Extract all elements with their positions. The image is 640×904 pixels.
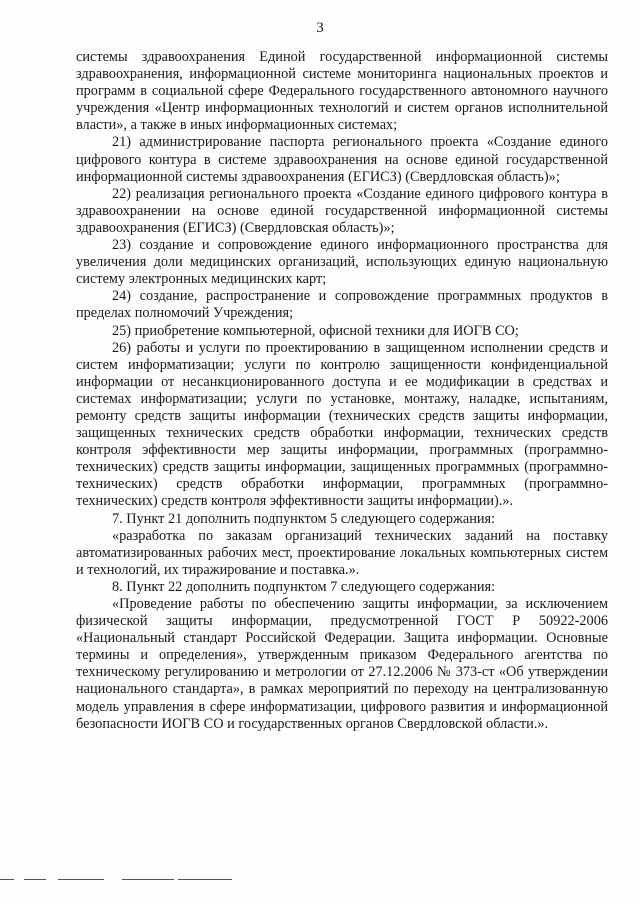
- footer-rule-segment: [0, 879, 14, 880]
- footer-rule-segment: [58, 879, 104, 880]
- paragraph-item-21: 21) администрирование паспорта регионального проекта «Создание единого цифрового контура в системе здравоохранения на основе единой государственной информационной системы здравоохранения (ЕГИСЗ) (Свердловская область)»;: [76, 134, 608, 185]
- footer-rule-segment: [122, 879, 174, 880]
- paragraph-item-22: 22) реализация регионального проекта «Создание единого цифрового контура в здравоохранении на основе единой государственной информационной системы здравоохранения (ЕГИСЗ) (Свердловская область)»;: [76, 185, 608, 236]
- paragraph-item-25: 25) приобретение компьютерной, офисной техники для ИОГВ СО;: [112, 322, 519, 339]
- paragraph-point-8-text: «Проведение работы по обеспечению защиты информации, за исключением физической защиты информации, предусмотренной ГОСТ Р 50922-2006 «Национальный стандарт Российской Федерации. Защита информации. Основные термины и определения», утвержденным приказом Федерального агентства по техническому регулированию и метрологии от 27.12.2006 № 373-ст «Об утверждении национального стандарта», в рамках мероприятий по переходу на централизованную модель управления в сфере информатизации, цифрового развития и информационной безопасности ИОГВ СО и государственных органов Свердловской области.».: [76, 596, 608, 732]
- paragraph-point-7: 7. Пункт 21 дополнить подпунктом 5 следующего содержания:: [112, 510, 496, 527]
- paragraph-continuation: системы здравоохранения Единой государственной информационной системы здравоохранения, информационной системе мониторинга национальных проектов и программ в социальной сфере Федерального государственного автономного научного учреждения «Центр информационных технологий и систем органов исполнительной власти», а также в иных информационных системах;: [76, 49, 608, 134]
- paragraph-item-24: 24) создание, распространение и сопровождение программных продуктов в пределах полномочий Учреждения;: [76, 288, 608, 322]
- footer-rule-segment: [24, 879, 46, 880]
- paragraph-item-26: 26) работы и услуги по проектированию в защищенном исполнении средств и систем информатизации; услуги по контролю защищенности конфиденциальной информации от несанкционированного доступа и ее модификации в средствах и системах информатизации; услуги по установке, монтажу, наладке, испытаниям, ремонту средств защиты информации (технических средств защиты информации, защищенных технических средств обработки информации, технических средств контроля эффективности мер защиты информации, программных (программно-технических) средств защиты информации, защищенных программных (программно-технических) средств обработки информации, программных (программно-технических) средств контроля эффективности защиты информации).».: [76, 339, 608, 510]
- footer-rule-segment: [178, 879, 232, 880]
- paragraph-point-7-text: «разработка по заказам организаций технических заданий на поставку автоматизированных рабочих мест, проектирование локальных компьютерных систем и технологий, их тиражирование и поставка.».: [76, 527, 608, 578]
- paragraph-item-23: 23) создание и сопровождение единого информационного пространства для увеличения доли медицинских организаций, использующих единую национальную систему электронных медицинских карт;: [76, 237, 608, 288]
- paragraph-point-8: 8. Пункт 22 дополнить подпунктом 7 следующего содержания:: [112, 578, 496, 595]
- document-body: [76, 49, 608, 733]
- page-number: 3: [316, 20, 324, 36]
